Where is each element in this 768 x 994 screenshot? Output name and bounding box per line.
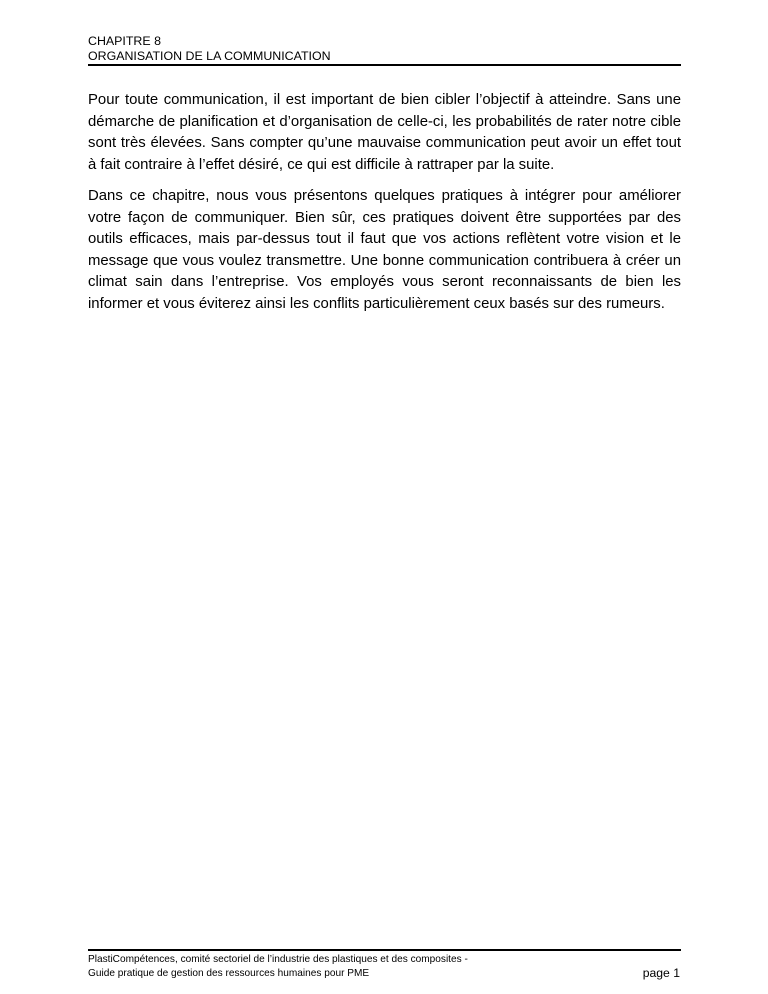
chapter-number: CHAPITRE 8 [88, 34, 161, 48]
header-divider [88, 64, 681, 66]
document-body [88, 90, 681, 325]
chapter-title: ORGANISATION DE LA COMMUNICATION [88, 49, 331, 63]
page-number: page 1 [642, 966, 680, 980]
intro-paragraph: Pour toute communication, il est important de bien cibler l’objectif à atteindre. Sans une démarche de planification et d’organisation de celle-ci, les probabilités de rater notre cible sont très élevées. Sans compter qu’une mauvaise communication peut avoir un effet tout à fait contraire à l’effet désiré, ce qui est difficile à rattraper par la suite. [88, 92, 681, 173]
footer-organization: PlastiCompétences, comité sectoriel de l’industrie des plastiques et des composites - [88, 954, 468, 965]
chapter-overview-paragraph: Dans ce chapitre, nous vous présentons quelques pratiques à intégrer pour améliorer votre façon de communiquer. Bien sûr, ces pratiques doivent être supportées par des outils efficaces, mais par-dessus tout il faut que vos actions reflètent votre vision et le message que vous voulez transmettre. Une bonne communication contribuera à créer un climat sain dans l’entreprise. Vos employés vous seront reconnaissants de bien les informer et vous éviterez ainsi les conflits particulièrement ceux basés sur des rumeurs. [88, 188, 681, 312]
footer-divider [88, 949, 681, 951]
footer-guide-title: Guide pratique de gestion des ressources humaines pour PME [88, 968, 370, 979]
page-header [88, 34, 681, 64]
